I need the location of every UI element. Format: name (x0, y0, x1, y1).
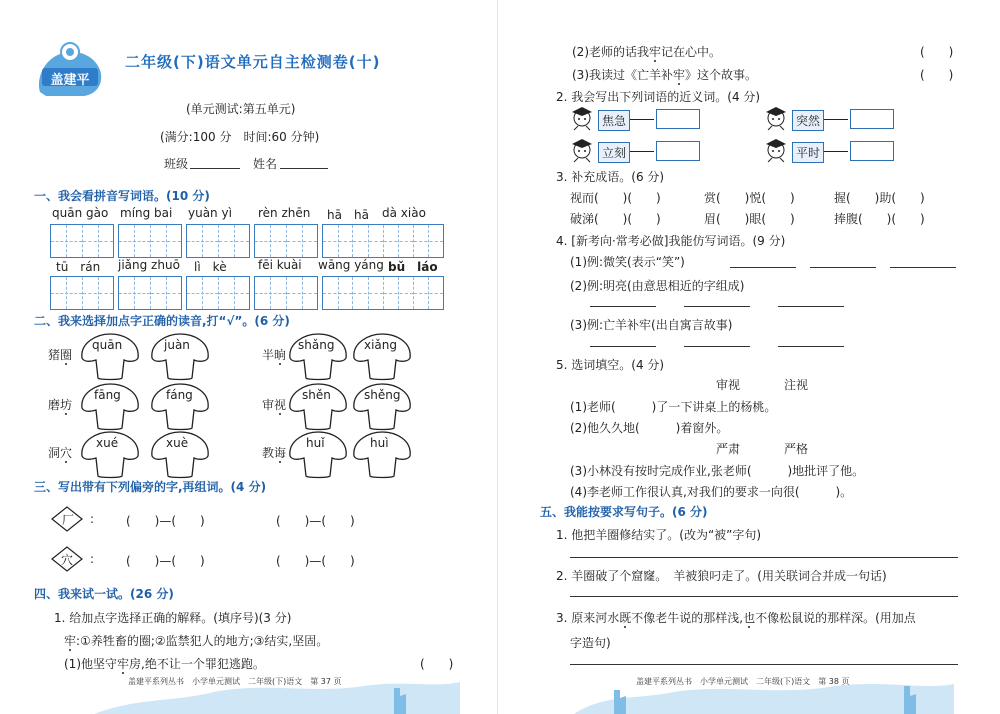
radical-answer[interactable]: ( )—( ) (126, 514, 205, 528)
pinyin-row-2 (50, 258, 450, 314)
pinyin-label: tū rán (56, 260, 101, 274)
sentence-2: (2)老师的话我牢记在心中。 (572, 45, 722, 59)
reading-word: 审视 (262, 398, 287, 412)
pinyin-option: xiǎng (364, 338, 398, 352)
pinyin-option: huǐ (306, 436, 325, 450)
pinyin-option: huì (370, 436, 389, 450)
answer-line[interactable] (730, 267, 796, 268)
pinyin-label: rèn zhēn (258, 206, 311, 220)
pinyin-label: dà xiào (382, 206, 426, 220)
word-choice: 严格 (784, 442, 809, 456)
definition-line: 牢:①养牲畜的圈;②监禁犯人的地方;③结实,坚固。 (64, 634, 329, 648)
radical-answer[interactable]: ( )—( ) (276, 554, 355, 568)
word-choice: 注视 (784, 378, 809, 392)
synonym-answer-box[interactable] (850, 141, 894, 161)
radical-colon: : (90, 552, 95, 566)
section-2-heading: 二、我来选择加点字正确的读音,打“√”。(6 分) (34, 314, 290, 328)
section-3-heading: 三、写出带有下列偏旁的字,再组词。(4 分) (34, 480, 267, 494)
pinyin-option: shǎng (298, 338, 335, 352)
synonym-word: 立刻 (598, 142, 630, 163)
synonym-word: 焦急 (598, 110, 630, 131)
writing-grid[interactable] (186, 224, 250, 258)
writing-grid[interactable] (118, 224, 182, 258)
fill-sentence[interactable]: (2)他久久地( )着窗外。 (570, 421, 729, 435)
pinyin-label: lì kè (194, 260, 227, 274)
connector-line (824, 151, 848, 152)
connector-line (630, 151, 654, 152)
sentence-3: (3)我读过《亡羊补牢》这个故事。 (572, 68, 758, 82)
word-choice: 严肃 (716, 442, 741, 456)
idiom-item[interactable]: 捧腹( )( ) (834, 212, 925, 226)
reading-word: 洞穴 (48, 446, 73, 460)
name-field[interactable] (280, 168, 328, 169)
pinyin-label: quān gào (52, 206, 109, 220)
q4-example-3: (3)例:亡羊补牢(出自寓言故事) (570, 318, 733, 332)
connector-line (630, 119, 654, 120)
reading-word: 磨坊 (48, 398, 73, 412)
answer-paren[interactable]: ( ) (920, 45, 954, 59)
writing-grid[interactable] (50, 276, 114, 310)
writing-grid[interactable] (118, 276, 182, 310)
radical-answer[interactable]: ( )—( ) (276, 514, 355, 528)
page-footer-right: 盖建平系列丛书 小学单元测试 二年级(下)语文 第 38 页 (636, 677, 850, 686)
question-4-1: 1. 给加点字选择正确的解释。(填序号)(3 分) (54, 611, 292, 625)
write-answer-line[interactable] (570, 664, 958, 665)
reading-word: 半晌 (262, 348, 287, 362)
synonym-answer-box[interactable] (656, 141, 700, 161)
pinyin-option: juàn (164, 338, 190, 352)
fill-sentence[interactable]: (4)李老师工作很认真,对我们的要求一向很( )。 (570, 485, 853, 499)
write-question-1: 1. 他把羊圈修结实了。(改为“被”字句) (556, 528, 762, 542)
student-icon (568, 138, 596, 164)
pinyin-option: xué (96, 436, 119, 450)
question-2: 2. 我会写出下列词语的近义词。(4 分) (556, 90, 761, 104)
pinyin-label: yuàn yì (188, 206, 232, 220)
exam-title: 二年级(下)语文单元自主检测卷(十) (125, 53, 381, 71)
exam-subtitle: (单元测试:第五单元) (186, 102, 296, 116)
question-4: 4. [新考向·常考必做]我能仿写词语。(9 分) (556, 234, 786, 248)
question-5: 5. 选词填空。(4 分) (556, 358, 665, 372)
pinyin-option: fáng (166, 388, 193, 402)
synonym-word: 突然 (792, 110, 824, 131)
idiom-item[interactable]: 握( )助( ) (834, 191, 925, 205)
synonym-answer-box[interactable] (656, 109, 700, 129)
question-3: 3. 补充成语。(6 分) (556, 170, 665, 184)
connector-line (824, 119, 848, 120)
pinyin-option: xuè (166, 436, 189, 450)
write-answer-line[interactable] (570, 557, 958, 558)
pinyin-label: jiǎng zhuō (118, 258, 180, 272)
student-icon (762, 106, 790, 132)
q4-example-1: (1)例:微笑(表示“笑”) (570, 255, 685, 269)
class-field[interactable] (190, 168, 240, 169)
writing-grid[interactable] (254, 276, 318, 310)
name-label: 姓名 (253, 157, 278, 171)
student-icon (762, 138, 790, 164)
pinyin-label: míng bai (120, 206, 173, 220)
pinyin-row-1 (50, 206, 450, 262)
writing-grid[interactable] (186, 276, 250, 310)
synonym-word: 平时 (792, 142, 824, 163)
sentence-1: (1)他坚守牢房,绝不让一个罪犯逃跑。 (64, 657, 265, 671)
pinyin-option: quān (92, 338, 123, 352)
write-question-3-cont: 字造句) (570, 636, 611, 650)
answer-line[interactable] (590, 306, 656, 307)
answer-line[interactable] (778, 306, 844, 307)
answer-paren[interactable]: ( ) (420, 657, 454, 671)
answer-line[interactable] (778, 346, 844, 347)
pinyin-option: shěn (302, 388, 331, 402)
pinyin-option: shěng (364, 388, 401, 402)
class-label: 班级 (164, 157, 189, 171)
reading-word: 教诲 (262, 446, 287, 460)
write-answer-line[interactable] (570, 596, 958, 597)
pinyin-label: wāng yáng (318, 258, 384, 272)
idiom-item[interactable]: 视而( )( ) (570, 191, 661, 205)
reading-word: 猪圈 (48, 348, 73, 362)
pinyin-label: hā hā (327, 208, 369, 222)
write-question-3: 3. 原来河水既不像老牛说的那样浅,也不像松鼠说的那样深。(用加点 (556, 611, 916, 625)
page-divider (497, 0, 498, 714)
answer-line[interactable] (890, 267, 956, 268)
answer-paren[interactable]: ( ) (920, 68, 954, 82)
radical-char: 穴 (61, 553, 74, 567)
answer-line[interactable] (684, 306, 750, 307)
page-footer-left: 盖建平系列丛书 小学单元测试 二年级(下)语文 第 37 页 (128, 677, 342, 686)
writing-grid[interactable] (254, 224, 318, 258)
writing-grid[interactable] (322, 276, 444, 310)
fill-sentence[interactable]: (3)小林没有按时完成作业,张老师( )地批评了他。 (570, 464, 865, 478)
student-icon (568, 106, 596, 132)
radical-colon: : (90, 512, 95, 526)
answer-line[interactable] (684, 346, 750, 347)
writing-grid[interactable] (50, 224, 114, 258)
answer-line[interactable] (590, 346, 656, 347)
word-choice: 审视 (716, 378, 741, 392)
answer-line[interactable] (810, 267, 876, 268)
idiom-item[interactable]: 眉( )眼( ) (704, 212, 795, 226)
fill-sentence[interactable]: (1)老师( )了一下讲桌上的杨桃。 (570, 400, 777, 414)
section-1-heading: 一、我会看拼音写词语。(10 分) (34, 189, 210, 203)
idiom-item[interactable]: 破涕( )( ) (570, 212, 661, 226)
q4-example-2: (2)例:明亮(由意思相近的字组成) (570, 279, 745, 293)
radical-answer[interactable]: ( )—( ) (126, 554, 205, 568)
exam-meta: (满分:100 分 时间:60 分钟) (160, 130, 320, 144)
radical-char: 厂 (62, 513, 75, 527)
pinyin-label: fēi kuài (258, 258, 302, 272)
pinyin-label: bǔ láo (388, 260, 438, 274)
logo (34, 38, 104, 100)
section-4-heading: 四、我来试一试。(26 分) (34, 587, 174, 601)
logo-text: 盖建平 (50, 73, 90, 88)
idiom-item[interactable]: 赏( )悦( ) (704, 191, 795, 205)
section-5-heading: 五、我能按要求写句子。(6 分) (540, 505, 708, 519)
writing-grid[interactable] (322, 224, 444, 258)
synonym-answer-box[interactable] (850, 109, 894, 129)
write-question-2: 2. 羊圈破了个窟窿。 羊被狼叼走了。(用关联词合并成一句话) (556, 569, 887, 583)
pinyin-option: fāng (94, 388, 121, 402)
